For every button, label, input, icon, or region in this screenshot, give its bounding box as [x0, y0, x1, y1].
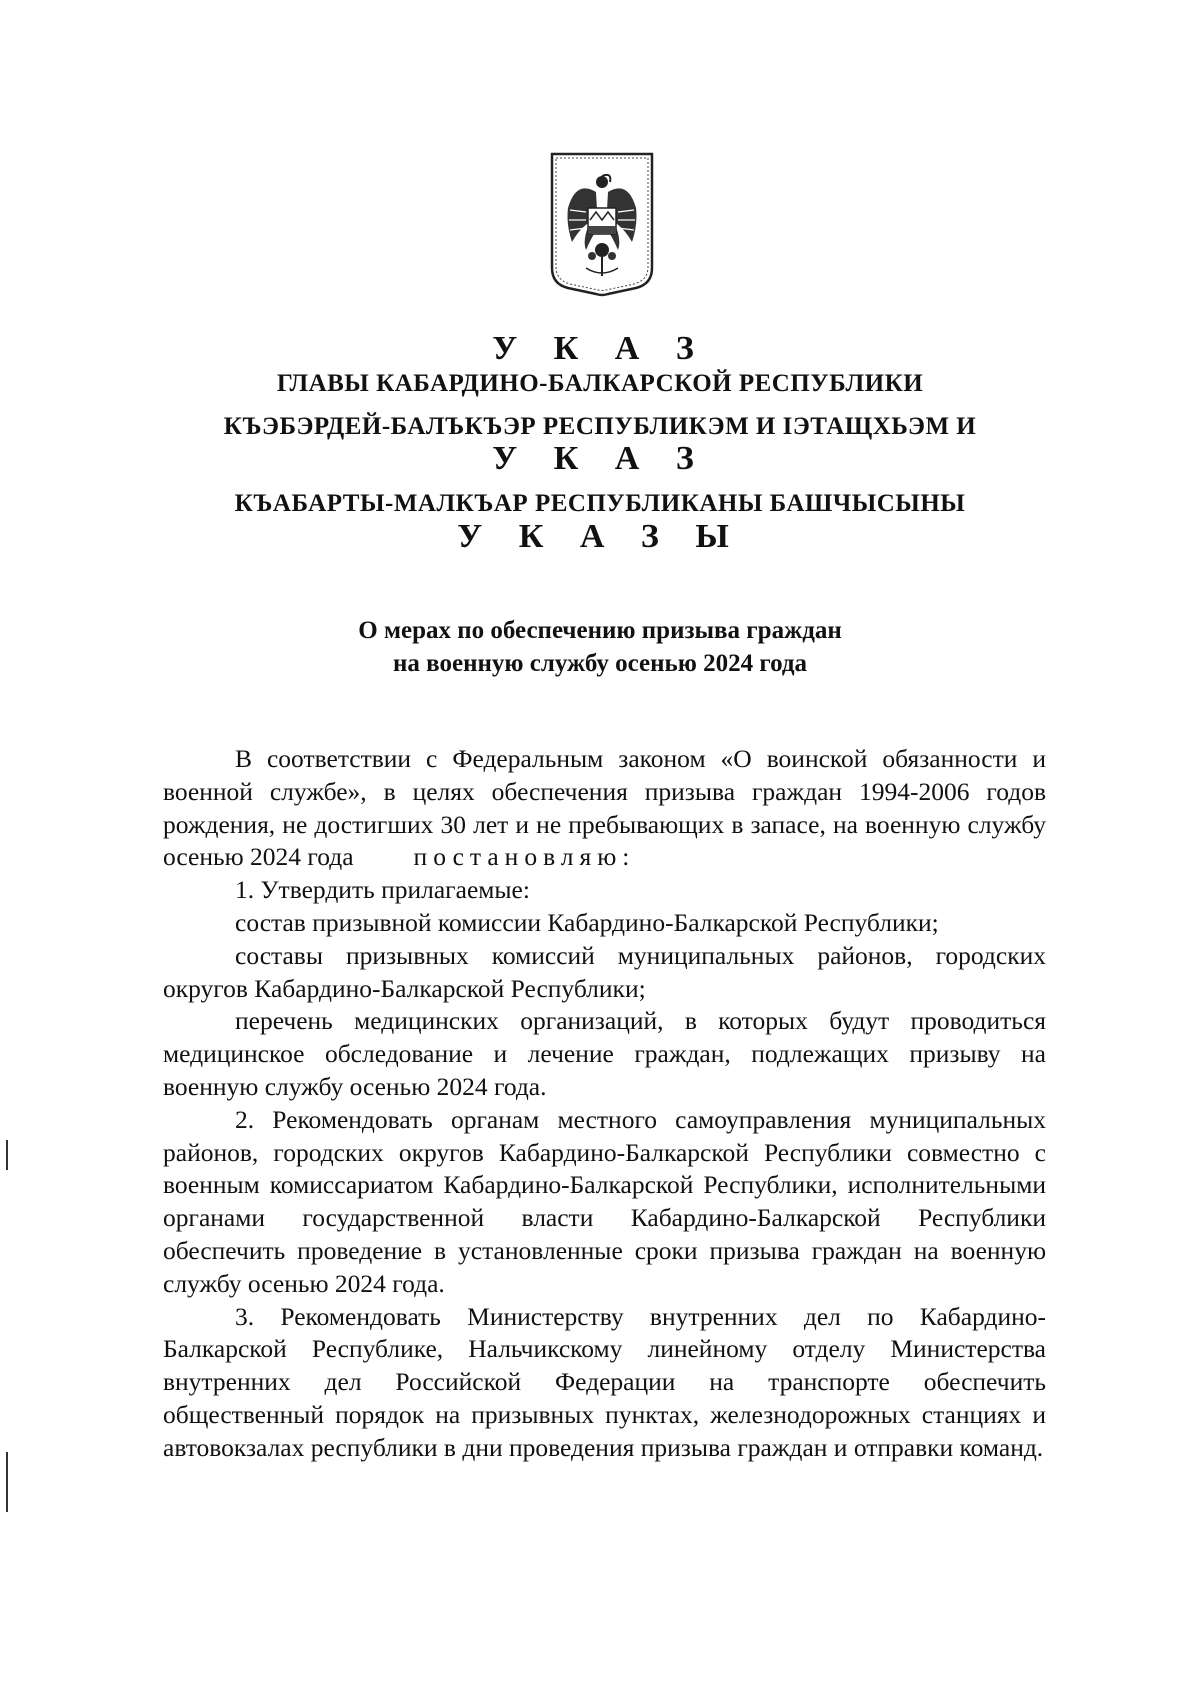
item-2: 2. Рекомендовать органам местного самоуправления муниципальных районов, городских округов Кабардино-Балкарской Республики совместно с военным комиссариатом Кабардино-Балкарской Республики, исполнительными органами государственной власти Кабардино-Балкарской Республики обеспечить проведение в установленные сроки призыва граждан на военную службу осенью 2024 года.	[163, 1104, 1046, 1298]
preamble-text: В соответствии с Федеральным законом «О воинской обязанности и военной службе», в целях обеспечения призыва граждан 1994-2006 годов рождения, не достигших 30 лет и не пребывающих в запасе, на военную службу осенью 2024 года	[163, 744, 1046, 872]
document-subject-line-1: О мерах по обеспечению призыва граждан	[358, 617, 842, 644]
item-1: 1. Утвердить прилагаемые:	[235, 875, 530, 905]
issuer-kabardian: КЪЭБЭРДЕЙ-БАЛЪКЪЭР РЕСПУБЛИКЭМ И IЭТАЩХЬЭМ И	[223, 413, 977, 440]
decree-title-russian: У К А З	[492, 330, 708, 367]
item-1b: составы призывных комиссий муниципальных районов, городских округов Кабардино-Балкарской Республики;	[163, 940, 1046, 1003]
issuer-russian: ГЛАВЫ КАБАРДИНО-БАЛКАРСКОЙ РЕСПУБЛИКИ	[276, 370, 924, 397]
coat-of-arms-emblem	[546, 150, 658, 302]
item-3: 3. Рекомендовать Министерству внутренних дел по Кабардино-Балкарской Республике, Нальчикскому линейному отделу Министерства внутренних дел Российской Федерации на транспорте обеспечить общественный порядок на призывных пунктах, железнодорожных станциях и автовокзалах республики в дни проведения призыва граждан и отправки команд.	[163, 1301, 1046, 1462]
scan-mark	[6, 1465, 8, 1471]
scan-mark	[6, 1452, 8, 1512]
issuer-balkarian: КЪАБАРТЫ-МАЛКЪАР РЕСПУБЛИКАНЫ БАШЧЫСЫНЫ	[234, 490, 966, 517]
item-1c: перечень медицинских организаций, в которых будут проводиться медицинское обследование и лечение граждан, подлежащих призыву на военную службу осенью 2024 года.	[163, 1006, 1046, 1101]
decree-title-kabardian: У К А З	[492, 440, 708, 477]
decree-word: постановляю:	[413, 842, 636, 872]
item-1a: состав призывной комиссии Кабардино-Балкарской Республики;	[235, 907, 939, 937]
preamble-paragraph	[163, 743, 1046, 874]
document-subject-line-2: на военную службу осенью 2024 года	[392, 650, 807, 677]
decree-body	[163, 743, 1046, 1465]
scan-mark	[6, 1140, 8, 1170]
decree-title-balkarian: У К А З Ы	[457, 518, 743, 555]
coat-of-arms-icon	[546, 150, 658, 302]
